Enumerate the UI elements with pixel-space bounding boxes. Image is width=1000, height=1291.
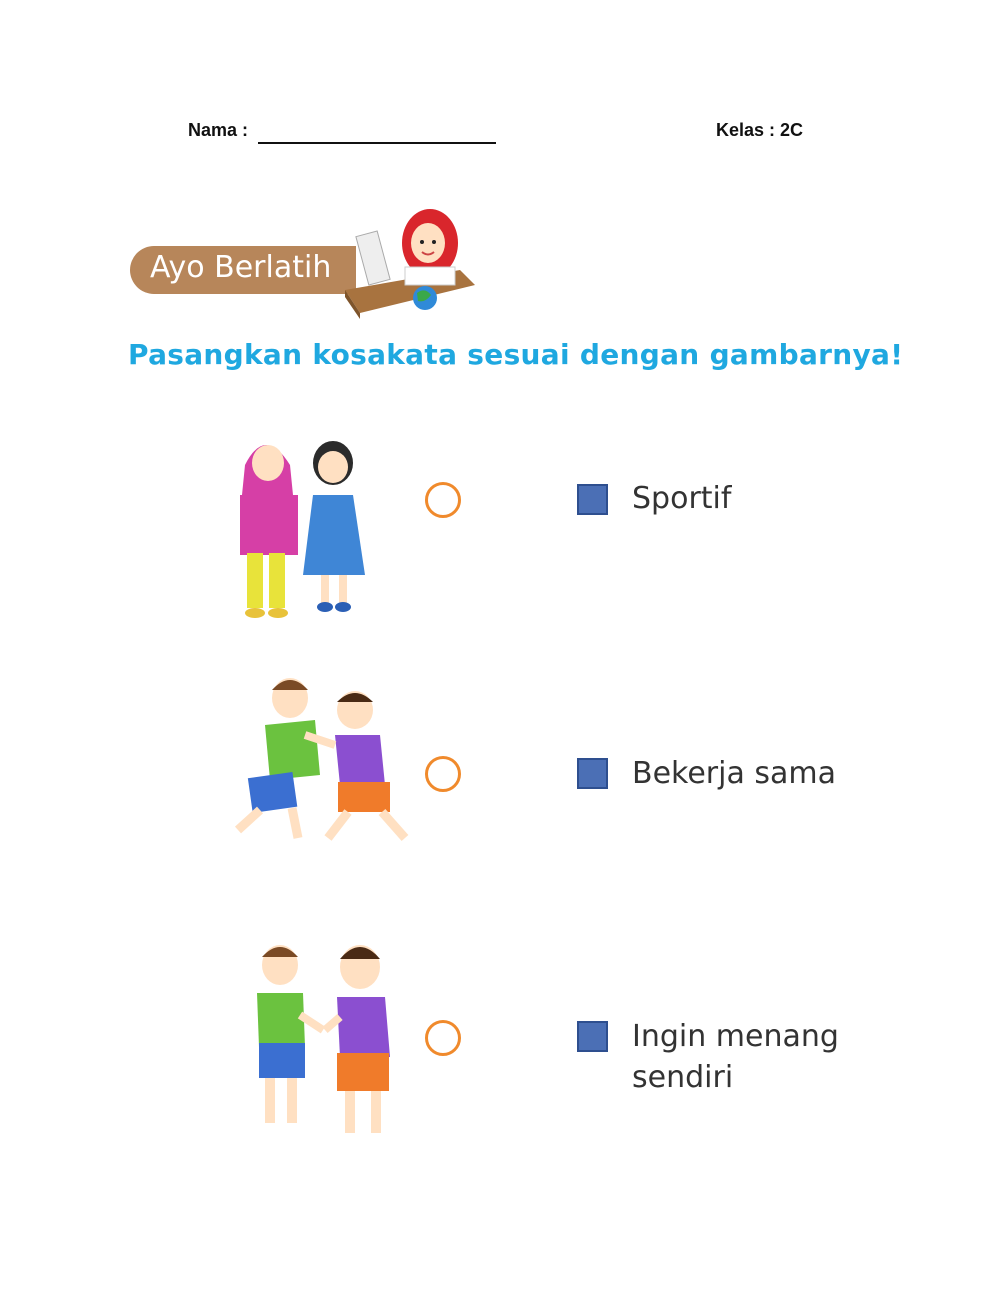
two-girls-friends-illustration xyxy=(235,425,375,625)
match-circle-1[interactable] xyxy=(425,482,461,518)
banner-title: Ayo Berlatih xyxy=(150,250,332,285)
match-square-3[interactable] xyxy=(577,1021,608,1052)
word-ingin-menang-line2: sendiri xyxy=(632,1060,734,1095)
instruction-text: Pasangkan kosakata sesuai dengan gambarnya! xyxy=(128,338,904,371)
word-ingin-menang-line1: Ingin menang xyxy=(632,1019,839,1054)
boys-pushing-illustration xyxy=(220,670,420,850)
student-at-desk-illustration xyxy=(340,205,480,320)
match-circle-3[interactable] xyxy=(425,1020,461,1056)
class-label: Kelas : 2C xyxy=(716,120,804,140)
match-circle-2[interactable] xyxy=(425,756,461,792)
match-square-2[interactable] xyxy=(577,758,608,789)
match-square-1[interactable] xyxy=(577,484,608,515)
name-label: Nama : xyxy=(188,120,249,140)
boys-shaking-hands-illustration xyxy=(245,935,405,1145)
word-sportif: Sportif xyxy=(632,481,732,516)
name-input-line[interactable] xyxy=(258,120,496,144)
word-bekerja-sama: Bekerja sama xyxy=(632,756,837,791)
